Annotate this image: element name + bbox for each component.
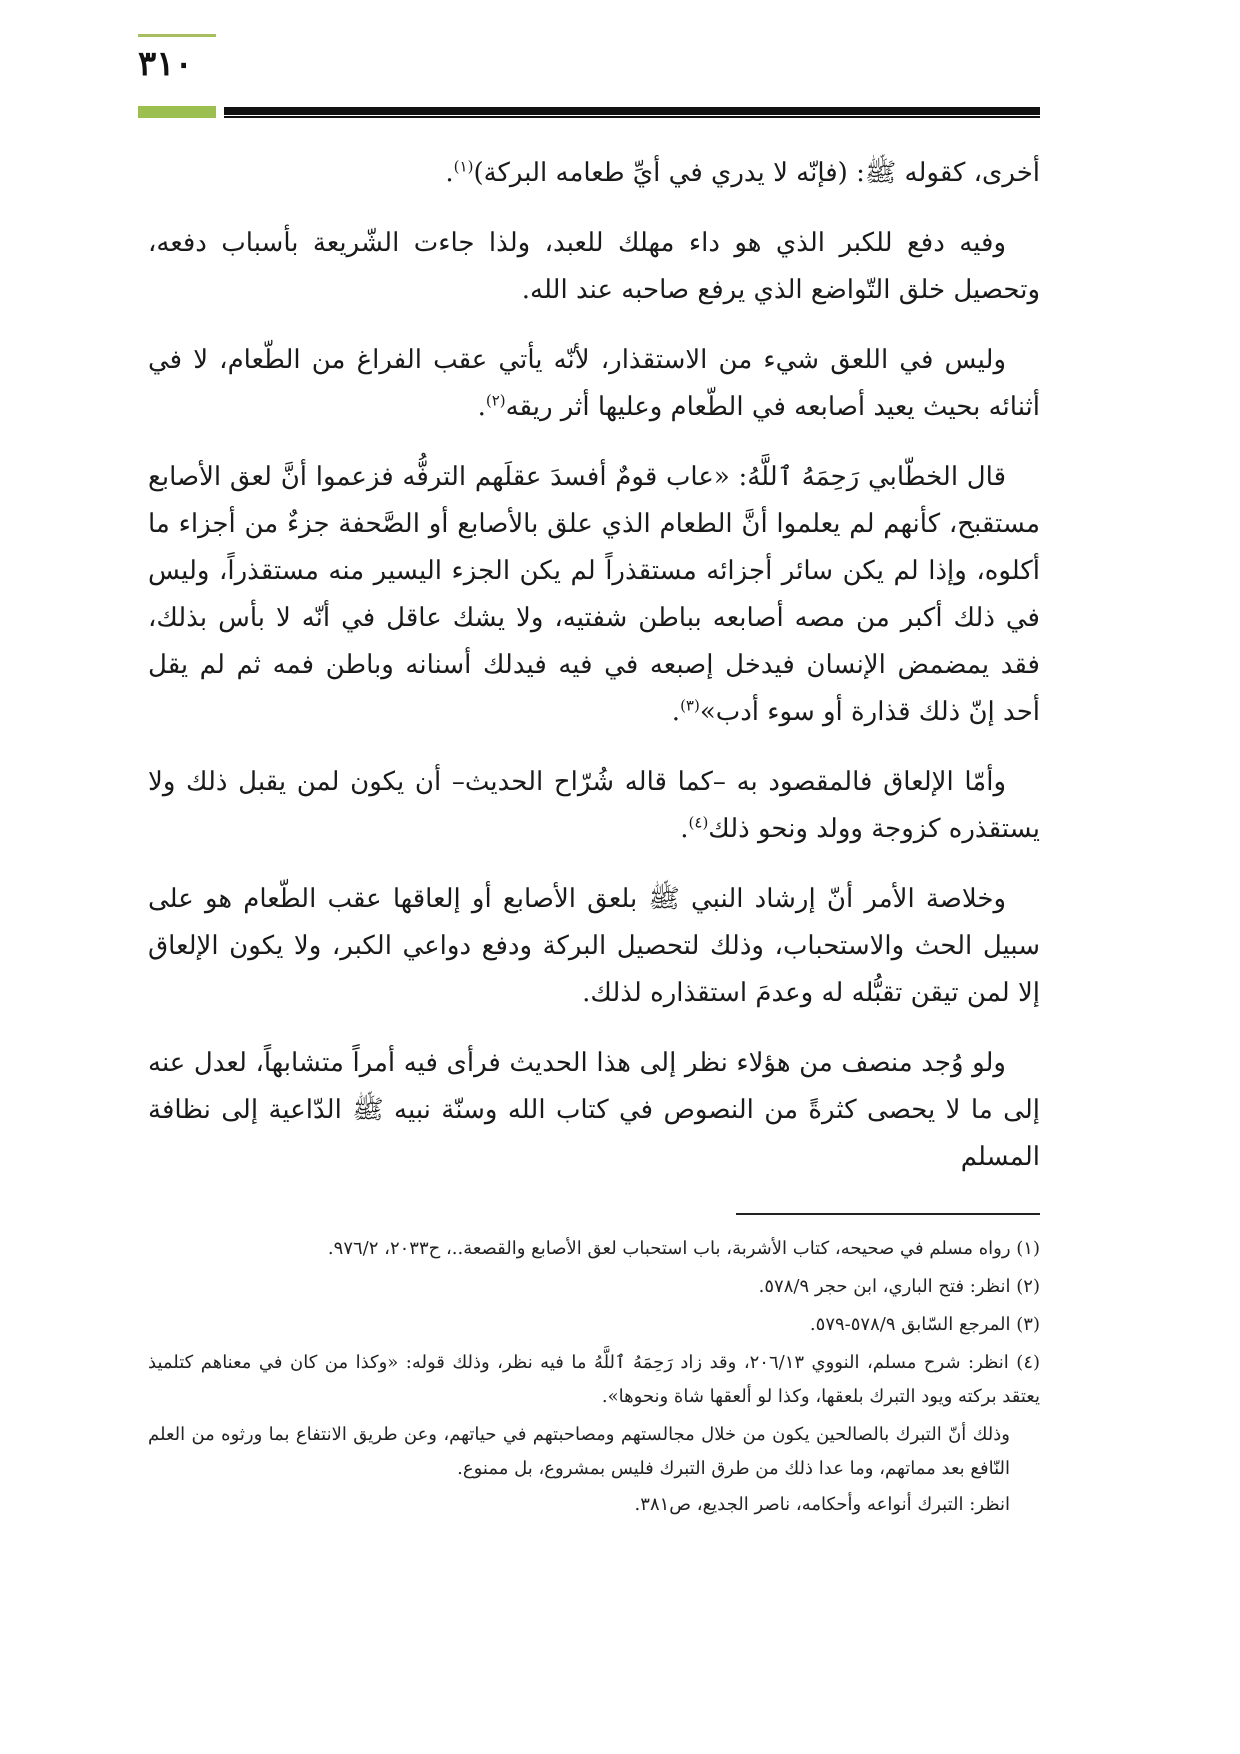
header-rule-black — [224, 107, 1040, 115]
paragraph-text: أخرى، كقوله ﷺ: (فإنّه لا يدري في أيِّ طعامه البركة) — [473, 158, 1040, 188]
footnote-1: (١) رواه مسلم في صحيحه، كتاب الأشربة، باب استحباب لعق الأصابع والقصعة..، ح٢٠٣٣، ٩٧٦/٢. — [327, 1238, 1040, 1259]
footnote-4: (٤) انظر: شرح مسلم، النووي ٢٠٦/١٣، وقد زاد رَحِمَهُ ٱللَّهُ ما فيه نظر، وذلك قوله: «وكذا من كان في معناهم كتلميذ يعتقد بركته ويود التبرك بلعقها، وكذا لو ألعقها شاة ونحوها». — [148, 1352, 1041, 1407]
paragraph: وليس في اللعق شيء من الاستقذار، لأنّه يأتي عقب الفراغ من الطّعام، لا في أثنائه بحيث يعيد أصابعه في الطّعام وعليها أثر ريقه$^{(٢)}$. — [148, 345, 1040, 422]
footnote-4-reference: انظر: التبرك أنواعه وأحكامه، ناصر الجديع، ص٣٨١. — [634, 1494, 1010, 1515]
paragraph: وأمّا الإلعاق فالمقصود به –كما قاله شُرّاح الحديث– أن يكون لمن يقبل ذلك ولا يستقذره كزوجة وولد ونحو ذلك$^{(٤)}$. — [148, 767, 1040, 844]
footnote-4-continuation: وذلك أنّ التبرك بالصالحين يكون من خلال مجالستهم ومصاحبتهم في حياتهم، وعن طريق الانتفاع بما ورثوه من العلم النّافع بعد مماتهم، وما عدا ذلك من طرق التبرك فليس بمشروع، بل ممنوع. — [148, 1424, 1010, 1479]
paragraph-text: ولو وُجد منصف من هؤلاء نظر إلى هذا الحديث فرأى فيه أمراً متشابهاً، لعدل عنه إلى ما لا يحصى كثرةً من النصوص في كتاب الله وسنّة نبيه ﷺ الدّاعية إلى نظافة المسلم — [148, 1048, 1040, 1172]
footnote-ref: (٢) — [485, 391, 506, 410]
paragraph: قال الخطّابي رَحِمَهُ ٱللَّهُ: «عاب قومٌ أفسدَ عقلَهم الترفُّه فزعموا أنَّ لعق الأصابع مستقبح، كأنهم لم يعلموا أنَّ الطعام الذي علق بالأصابع أو الصَّحفة جزءٌ من أجزاء ما أكلوه، وإذا لم يكن سائر أجزائه مستقذراً لم يكن الجزء اليسير منه مستقذراً، وليس في ذلك أكبر من مصه أصابعه بباطن شفتيه، ولا يشك عاقل في أنّه لا بأس بذلك، فقد يمضمض الإنسان فيدخل إصبعه في فيه فيدلك أسنانه وباطن فمه ثم لم يقل أحد إنّ ذلك قذارة أو سوء أدب»$^{(٣)}$. — [148, 462, 1040, 727]
paragraph: أخرى، كقوله ﷺ: (فإنّه لا يدري في أيِّ طعامه البركة)$^{(١)}$. — [445, 157, 1040, 188]
paragraph-text: قال الخطّابي رَحِمَهُ ٱللَّهُ: «عاب قومٌ أفسدَ عقلَهم الترفُّه فزعموا أنَّ لعق الأصابع مستقبح، كأنهم لم يعلموا أنَّ الطعام الذي علق بالأصابع أو الصَّحفة جزءٌ من أجزاء ما أكلوه، وإذا لم يكن سائر أجزائه مستقذراً لم يكن الجزء اليسير منه مستقذراً، وليس في ذلك أكبر من مصه أصابعه بباطن شفتيه، ولا يشك عاقل في أنّه لا بأس بذلك، فقد يمضمض الإنسان فيدخل إصبعه في فيه فيدلك أسنانه وباطن فمه ثم لم يقل أحد إنّ ذلك قذارة أو سوء أدب» — [148, 462, 1040, 727]
header-rule-black-thin — [224, 116, 1040, 118]
main-text — [148, 150, 1040, 1204]
paragraph-text: وأمّا الإلعاق فالمقصود به –كما قاله شُرّاح الحديث– أن يكون لمن يقبل ذلك ولا يستقذره كزوجة وولد ونحو ذلك — [148, 767, 1040, 844]
paragraph-text: وفيه دفع للكبر الذي هو داء مهلك للعبد، ولذا جاءت الشّريعة بأسباب دفعه، وتحصيل خلق التّواضع الذي يرفع صاحبه عند الله. — [148, 228, 1040, 305]
footnote-ref: (٤) — [688, 813, 709, 832]
paragraph — [148, 1040, 1040, 1181]
footnotes — [148, 1232, 1040, 1524]
page-number: ٣١٠ — [138, 44, 193, 84]
header-rule-green — [138, 106, 216, 118]
footnote-2: (٢) انظر: فتح الباري، ابن حجر ٥٧٨/٩. — [758, 1276, 1040, 1297]
footnote-ref: (١) — [453, 157, 474, 176]
paragraph — [148, 220, 1040, 314]
footnote-separator — [736, 1213, 1040, 1215]
footnote-ref: (٣) — [680, 696, 700, 715]
header-accent-line — [138, 34, 216, 37]
paragraph — [148, 876, 1040, 1017]
paragraph-text: وليس في اللعق شيء من الاستقذار، لأنّه يأتي عقب الفراغ من الطّعام، لا في أثنائه بحيث يعيد أصابعه في الطّعام وعليها أثر ريقه — [148, 345, 1040, 422]
paragraph-text: وخلاصة الأمر أنّ إرشاد النبي ﷺ بلعق الأصابع أو إلعاقها عقب الطّعام هو على سبيل الحث والاستحباب، وذلك لتحصيل البركة ودفع دواعي الكبر، ولا يكون الإلعاق إلا لمن تيقن تقبُّله له وعدمَ استقذاره لذلك. — [148, 884, 1040, 1008]
footnote-3: (٣) المرجع السّابق ٥٧٨/٩-٥٧٩. — [809, 1314, 1040, 1335]
